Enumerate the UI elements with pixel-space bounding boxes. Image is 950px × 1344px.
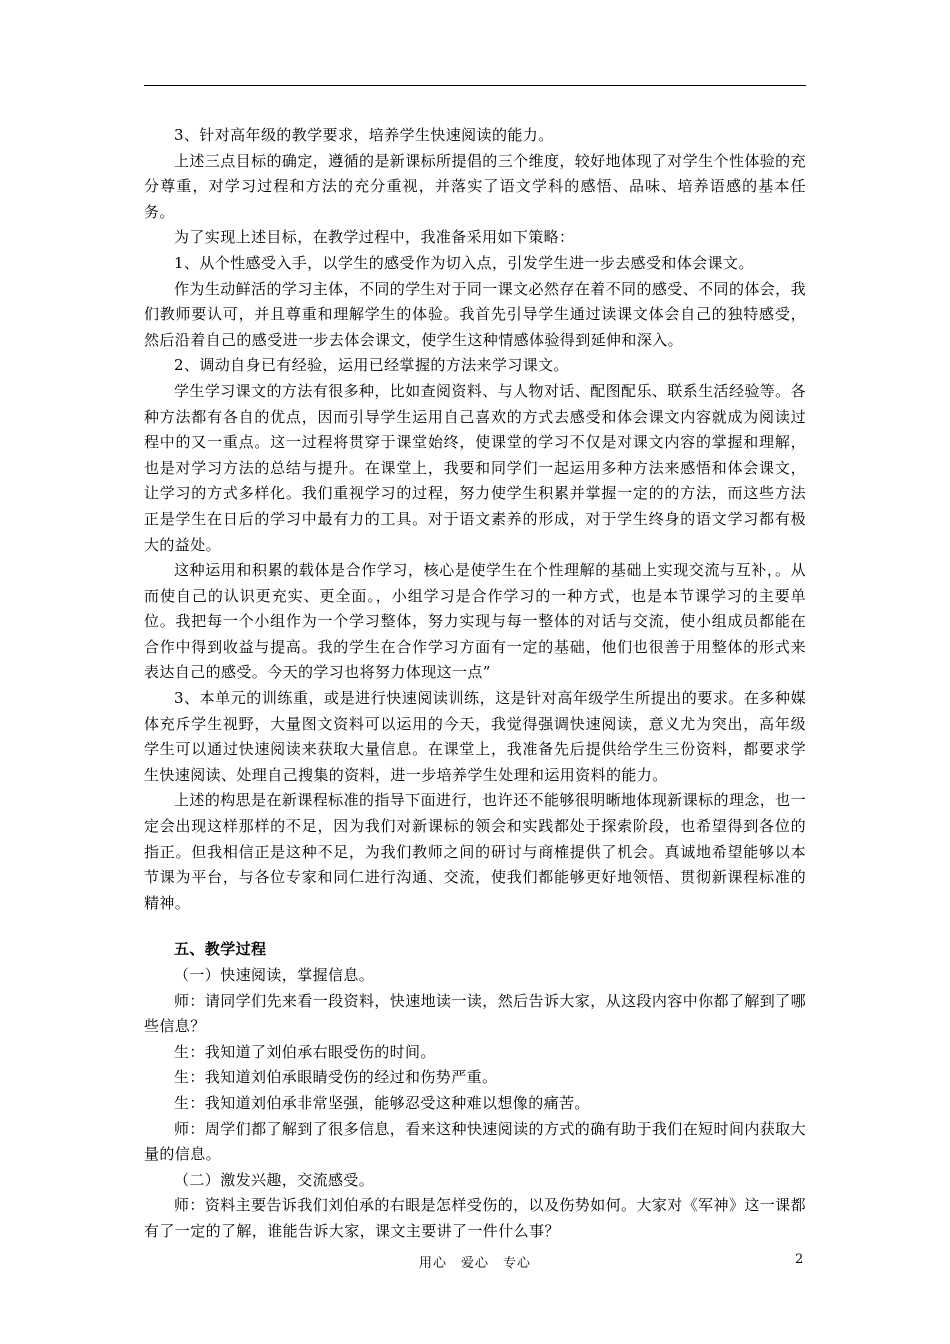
footer-motto: 用心 爱心 专心 bbox=[418, 1256, 531, 1271]
body-paragraph: 师：请同学们先来看一段资料，快速地读一读，然后告诉大家，从这段内容中你都了解到了哪些信息？ bbox=[144, 991, 806, 1036]
body-paragraph: 1、从个性感受入手，以学生的感受作为切入点，引发学生进一步去感受和体会课文。 bbox=[174, 253, 754, 272]
body-paragraph: 学生学习课文的方法有很多种，比如查阅资料、与人物对话、配图配乐、联系生活经验等。各种方法都有各自的优点，因而引导学生运用自己喜欢的方式去感受和体会课文内容就成为阅读过程中的又一重点。这一过程将贯穿于课堂始终，使课堂的学习不仅是对课文内容的掌握和理解，也是对学习方法的总结与提升。在课堂上，我要和同学们一起运用多种方法来感悟和体会课文，让学习的方式多样化。我们重视学习的过程，努力使学生积累并掌握一定的的方法，而这些方法正是学生在日后的学习中最有力的工具。对于语文素养的形成，对于学生终身的语文学习都有极大的益处。 bbox=[144, 381, 806, 554]
body-paragraph: 3、本单元的训练重，或是进行快速阅读训练，这是针对高年级学生所提出的要求。在多种媒体充斥学生视野，大量图文资料可以运用的今天，我觉得强调快速阅读，意义尤为突出，高年级学生可以通过快速阅读来获取大量信息。在课堂上，我准备先后提供给学生三份资料，都要求学生快速阅读、处理自己搜集的资料，进一步培养学生处理和运用资料的能力。 bbox=[144, 689, 806, 784]
document-body bbox=[144, 123, 806, 1245]
body-paragraph: 3、针对高年级的教学要求，培养学生快速阅读的能力。 bbox=[174, 126, 554, 144]
body-paragraph: 生：我知道了刘伯承右眼受伤的时间。 bbox=[174, 1042, 436, 1061]
body-paragraph: 上述的构思是在新课程标准的指导下面进行，也许还不能够很明晰地体现新课标的理念，也一定会出现这样那样的不足，因为我们对新课标的领会和实践都处于探索阶段，也希望得到各位的指正。但我相信正是这种不足，为我们教师之间的研讨与商榷提供了机会。真诚地希望能够以本节课为平台，与各位专家和同仁进行沟通、交流，使我们都能够更好地领悟、贯彻新课程标准的精神。 bbox=[144, 791, 806, 912]
body-paragraph: 生：我知道刘伯承非常坚强，能够忍受这种难以想像的痛苦。 bbox=[174, 1093, 590, 1112]
body-paragraph: 上述三点目标的确定，遵循的是新课标所提倡的三个维度，较好地体现了对学生个性体验的充分尊重，对学习过程和方法的充分重视，并落实了语文学科的感悟、品味、培养语感的基本任务。 bbox=[144, 151, 806, 221]
body-paragraph: 生：我知道刘伯承眼睛受伤的经过和伤势严重。 bbox=[174, 1068, 498, 1087]
page-number: 2 bbox=[795, 1252, 804, 1267]
body-paragraph: 作为生动鲜活的学习主体，不同的学生对于同一课文必然存在着不同的感受、不同的体会，我们教师要认可，并且尊重和理解学生的体验。我首先引导学生通过读课文体会自己的独特感受，然后沿着自己的感受进一步去体会课文，使学生这种情感体验得到延伸和深入。 bbox=[144, 279, 806, 349]
section-heading: 五、教学过程 bbox=[174, 940, 267, 959]
body-paragraph: （一）快速阅读，掌握信息。 bbox=[174, 966, 375, 984]
body-paragraph: 2、调动自身已有经验，运用已经掌握的方法来学习课文。 bbox=[174, 356, 569, 375]
header-rule bbox=[144, 85, 806, 86]
body-paragraph: （二）激发兴趣，交流感受。 bbox=[174, 1170, 375, 1189]
body-paragraph: 师：周学们都了解到了很多信息，看来这种快速阅读的方式的确有助于我们在短时间内获取大量的信息。 bbox=[144, 1119, 806, 1164]
body-paragraph: 为了实现上述目标，在教学过程中，我准备采用如下策略： bbox=[174, 228, 575, 247]
body-paragraph: 这种运用和积累的载体是合作学习，核心是使学生在个性理解的基础上实现交流与互补，。从而使自己的认识更充实、更全面。，小组学习是合作学习的一种方式，也是本节课学习的主要单位。我把每一个小组作为一个学习整体，努力实现与每一整体的对话与交流，使小组成员都能在合作中得到收益与提高。我的学生在合作学习方面有一定的基础，他们也很善于用整体的形式来表达自己的感受。今天的学习也将努力体现这一点” bbox=[144, 561, 806, 682]
body-paragraph: 师：资料主要告诉我们刘伯承的右眼是怎样受伤的，以及伤势如何。大家对《军神》这一课都有了一定的了解，谁能告诉大家，课文主要讲了一件什么事？ bbox=[144, 1196, 806, 1240]
